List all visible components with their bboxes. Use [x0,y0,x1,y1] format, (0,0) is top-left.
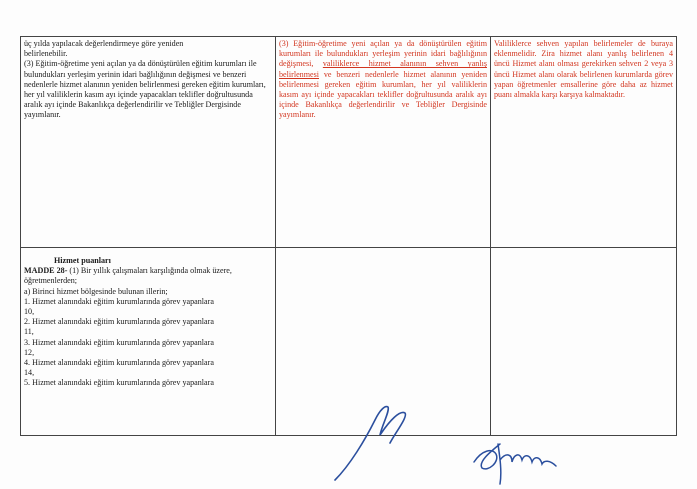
proposed-underlined-text: valiliklerce hizmet alanının sehven yanlış belirlenmesi [279,59,487,79]
signature-1 [330,395,420,485]
paragraph-3: (3) Eğitim-öğretime yeni açılan ya da dönüştürülen eğitim kurumları ile bulundukları yerleşim yerinin idari bağlılığının değişmesi ve benzeri nedenlerle hizmet alanının yeniden belirlenmesi gereken eğitim kurumları, her yıl valiliklerin kasım ayı içinde yapacakları teklifler doğrultusunda aralık ayı içinde Bakanlıkça değerlendirilir ve Tebliğler Dergisinde yayımlanır. [24,59,266,120]
text-line: üç yılda yapılacak değerlendirmeye göre yeniden [24,39,184,48]
list-item: 2. Hizmet alanındaki eğitim kurumlarında görev yapanlara [24,317,214,327]
region-line: a) Birinci hizmet bölgesinde bulunan illerin; [24,286,168,296]
justification-cell [491,37,677,248]
current-text-cell [21,248,276,436]
list-item: 4. Hizmet alanındaki eğitim kurumlarında görev yapanlara [24,358,214,368]
comparison-table [20,36,677,436]
current-text-cell [21,37,276,248]
table-row [21,37,677,248]
justification-cell-empty [491,248,677,436]
article-intro: (1) Bir yıllık çalışmaları karşılığında olmak üzere, öğretmenlerden; [24,266,232,286]
signature-2 [470,432,560,487]
points-value: 12, [24,347,35,357]
section-heading: Hizmet puanları [54,256,111,265]
justification-text: Valiliklerce sehven yapılan belirlemeler de buraya eklenmelidir. Zira hizmet alanı yanlış belirlenen 4 üncü Hizmet alanı olması gerekirken sehven 2 veya 3 üncü Hizmet alanı olarak belirlenen kurumlarda görev yapan öğretmenler emsallerine göre daha az hizmet puanı almakla karşı karşıya kalmaktadır. [494,39,673,100]
points-value: 14, [24,368,35,378]
article-label: MADDE 28- [24,266,68,276]
proposed-text-cell [276,37,491,248]
proposed-text-part: (3) Eğitim-öğretime yeni açılan ya da dönüştürülen eğitim kurumları ile bulundukları yerleşim yerinin idari bağlılığının değişmesi, [279,39,487,69]
points-value: 10, [24,307,35,317]
text-line: belirlenebilir. [24,49,68,59]
article-line [24,266,272,286]
list-item: 1. Hizmet alanındaki eğitim kurumlarında görev yapanlara [24,296,214,306]
list-item: 3. Hizmet alanındaki eğitim kurumlarında görev yapanlara [24,337,214,347]
proposed-text-part: ve benzeri nedenlerle hizmet alanının yeniden belirlenmesi gereken eğitim kurumları, her yıl valiliklerin kasım ayı içinde yapacakları teklifler doğrultusunda aralık ayı içinde Bakanlıkça değerlendirilir ve Tebliğler Dergisinde yayımlanır. [279,69,487,120]
points-value: 11, [24,327,34,337]
list-item: 5. Hizmet alanındaki eğitim kurumlarında görev yapanlara [24,378,214,388]
